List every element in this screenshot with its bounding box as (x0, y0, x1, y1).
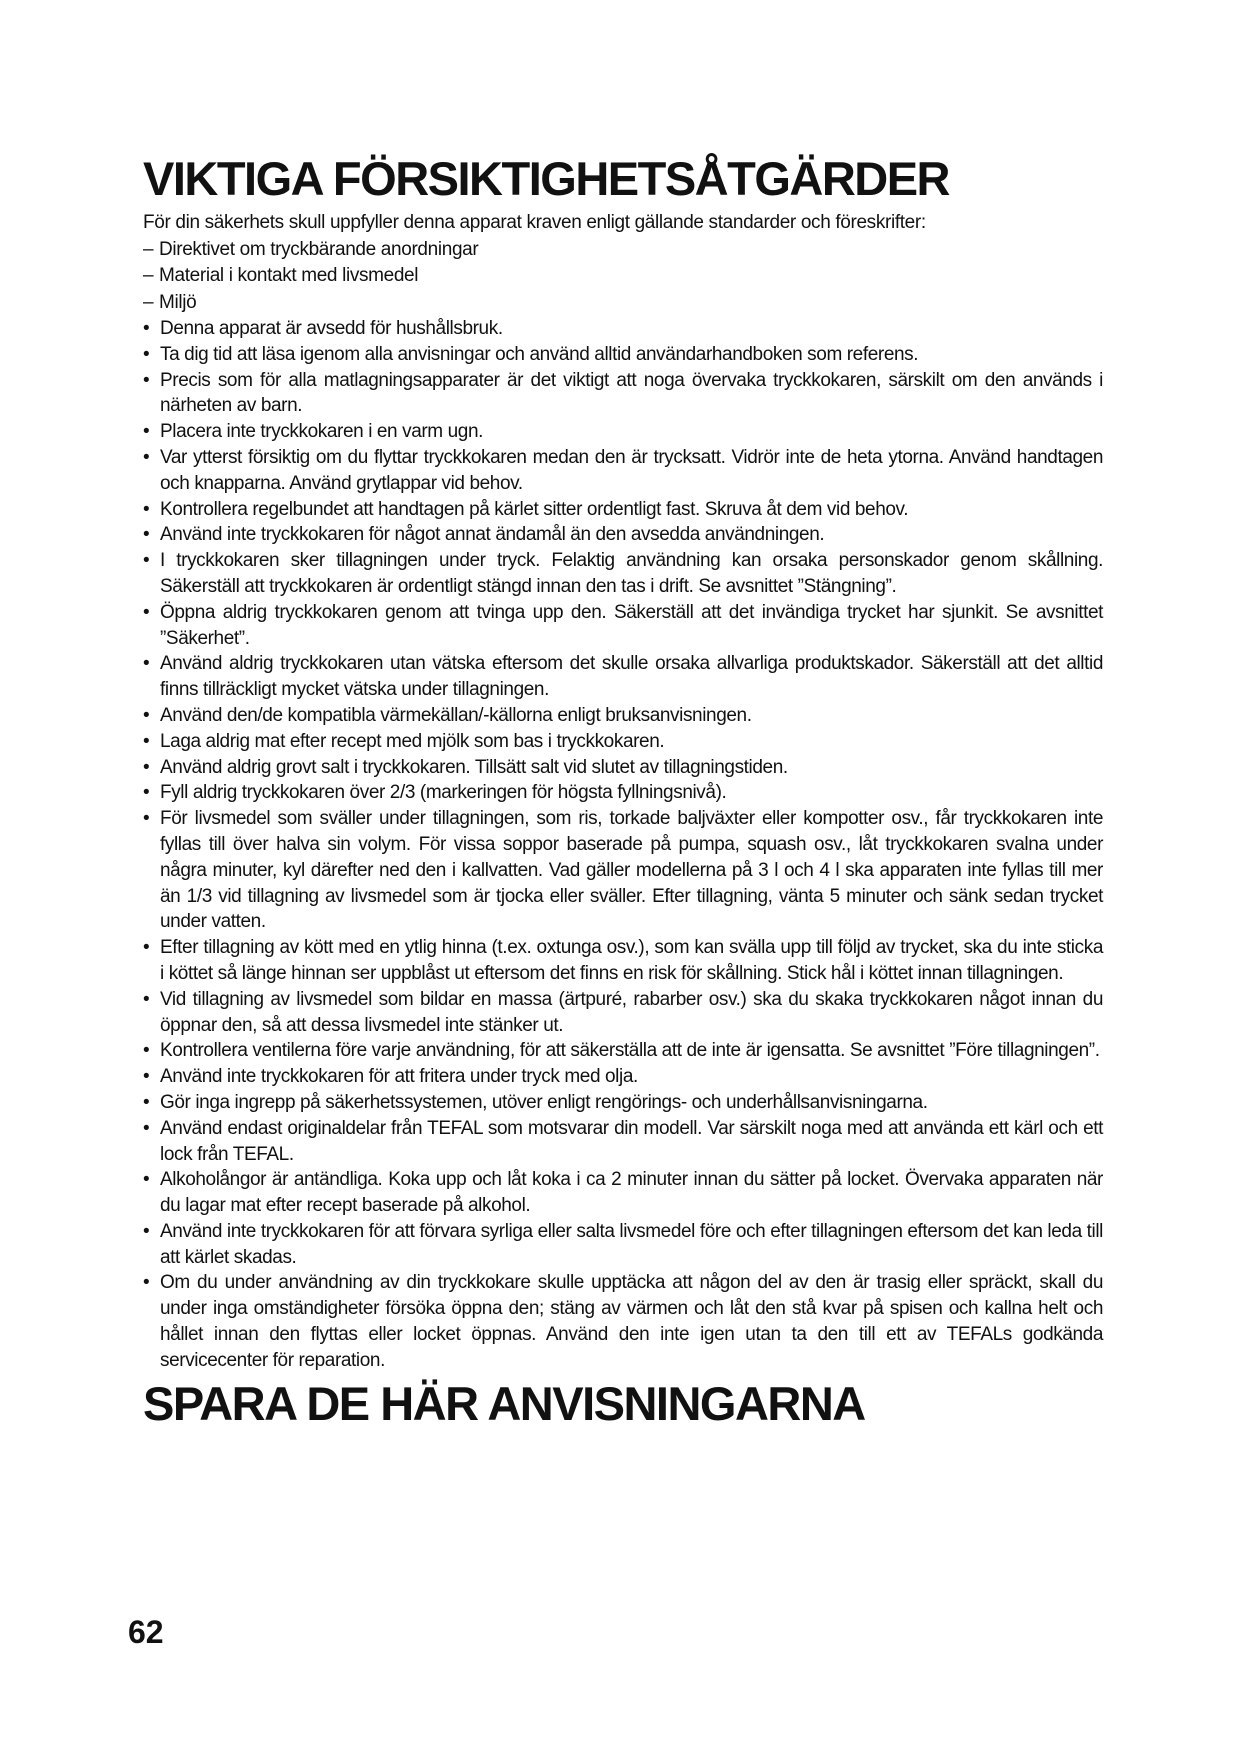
safety-item: • Kontrollera regelbundet att handtagen på kärlet sitter ordentligt fast. Skruva åt dem vid behov. (143, 497, 1103, 523)
safety-item: • Om du under användning av din tryckkokare skulle upptäcka att någon del av den är trasig eller spräckt, skall du under inga omständigheter försöka öppna den; stäng av värmen och låt den stå kvar på spisen och kallna helt och hållet innan den flyttas eller locket öppnas. Använd den inte igen utan ta den till ett av TEFALs godkända servicecenter för reparation. (143, 1270, 1103, 1373)
safety-item: • Ta dig tid att läsa igenom alla anvisningar och använd alltid användarhandboken som referens. (143, 342, 1103, 368)
safety-item: • Använd inte tryckkokaren för att fritera under tryck med olja. (143, 1064, 1103, 1090)
page-title: VIKTIGA FÖRSIKTIGHETSÅTGÄRDER (143, 152, 949, 205)
safety-item: • I tryckkokaren sker tillagningen under tryck. Felaktig användning kan orsaka personskador genom skållning. Säkerställ att tryckkokaren är ordentligt stängd innan den tas i drift. Se avsnittet ”Stängning”. (143, 548, 1103, 600)
page-number: 62 (128, 1614, 164, 1650)
safety-item: • Använd inte tryckkokaren för något annat ändamål än den avsedda användningen. (143, 522, 1103, 548)
safety-item: • Placera inte tryckkokaren i en varm ugn. (143, 419, 1103, 445)
safety-list (143, 316, 1103, 1374)
safety-item: • Använd endast originaldelar från TEFAL som motsvarar din modell. Var särskilt noga med att använda ett kärl och ett lock från TEFAL. (143, 1116, 1103, 1168)
directive-list (143, 237, 1103, 317)
safety-item: • Gör inga ingrepp på säkerhetssystemen, utöver enligt rengörings- och underhållsanvisningarna. (143, 1090, 1103, 1116)
safety-item: • Kontrollera ventilerna före varje användning, för att säkerställa att de inte är igensatta. Se avsnittet ”Före tillagningen”. (143, 1038, 1103, 1064)
safety-item: • Använd den/de kompatibla värmekällan/-källorna enligt bruksanvisningen. (143, 703, 1103, 729)
safety-item: • Vid tillagning av livsmedel som bildar en massa (ärtpuré, rabarber osv.) ska du skaka tryckkokaren något innan du öppnar den, så att dessa livsmedel inte stänker ut. (143, 987, 1103, 1039)
safety-item: • Använd inte tryckkokaren för att förvara syrliga eller salta livsmedel före och efter tillagningen eftersom det kan leda till att kärlet skadas. (143, 1219, 1103, 1271)
safety-item: • Precis som för alla matlagningsapparater är det viktigt att noga övervaka tryckkokaren, särskilt om den används i närheten av barn. (143, 368, 1103, 420)
directive-item: – Material i kontakt med livsmedel (143, 263, 1103, 290)
document-body (143, 150, 1103, 1430)
safety-item: • Laga aldrig mat efter recept med mjölk som bas i tryckkokaren. (143, 729, 1103, 755)
safety-item: • Denna apparat är avsedd för hushållsbruk. (143, 316, 1103, 342)
safety-item: • För livsmedel som sväller under tillagningen, som ris, torkade baljväxter eller kompotter osv., får tryckkokaren inte fyllas till över halva sin volym. För vissa soppor baserade på pumpa, squash osv., låt tryckkokaren svalna under några minuter, kyl därefter ned den i kallvatten. Vad gäller modellerna på 3 l och 4 l ska apparaten inte fyllas till mer än 1/3 vid tillagning av livsmedel som är tjocka eller sväller. Efter tillagning, vänta 5 minuter och sänk sedan trycket under vatten. (143, 806, 1103, 935)
footer-title: SPARA DE HÄR ANVISNINGARNA (143, 1376, 865, 1430)
safety-item: • Efter tillagning av kött med en ytlig hinna (t.ex. oxtunga osv.), som kan svälla upp till följd av trycket, ska du inte sticka i köttet så länge hinnan ser uppblåst ut eftersom det finns en risk för skållning. Stick hål i köttet innan tillagningen. (143, 935, 1103, 987)
directive-item: – Miljö (143, 290, 1103, 317)
directive-item: – Direktivet om tryckbärande anordningar (143, 237, 1103, 264)
safety-item: • Var ytterst försiktig om du flyttar tryckkokaren medan den är trycksatt. Vidrör inte de heta ytorna. Använd handtagen och knapparna. Använd grytlappar vid behov. (143, 445, 1103, 497)
safety-item: • Använd aldrig grovt salt i tryckkokaren. Tillsätt salt vid slutet av tillagningstiden. (143, 755, 1103, 781)
safety-item: • Fyll aldrig tryckkokaren över 2/3 (markeringen för högsta fyllningsnivå). (143, 780, 1103, 806)
safety-item: • Öppna aldrig tryckkokaren genom att tvinga upp den. Säkerställ att det invändiga trycket har sjunkit. Se avsnittet ”Säkerhet”. (143, 600, 1103, 652)
intro-text: För din säkerhets skull uppfyller denna apparat kraven enligt gällande standarder och föreskrifter: (143, 212, 926, 233)
safety-item: • Alkoholångor är antändliga. Koka upp och låt koka i ca 2 minuter innan du sätter på locket. Övervaka apparaten när du lagar mat efter recept baserade på alkohol. (143, 1167, 1103, 1219)
safety-item: • Använd aldrig tryckkokaren utan vätska eftersom det skulle orsaka allvarliga produktskador. Säkerställ att det alltid finns tillräckligt mycket vätska under tillagningen. (143, 651, 1103, 703)
